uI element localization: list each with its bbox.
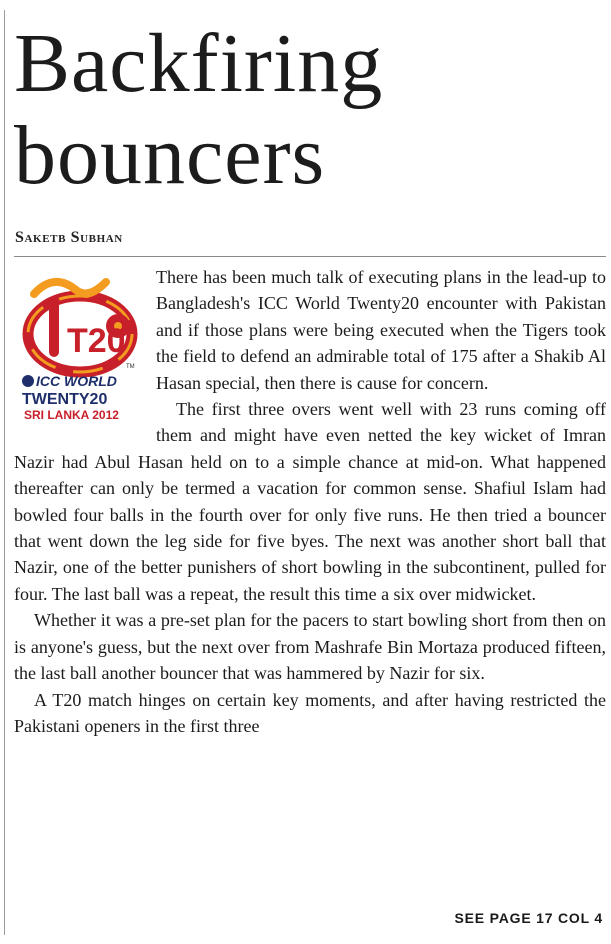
paragraph: Whether it was a pre-set plan for the pacers to start bowling short from then on is anyone's guess, but the next over from Mashrafe Bin Mortaza produced fifteen, the last ball another bouncer that was hammered by Nazir for six. — [14, 610, 606, 684]
paragraph: There has been much talk of executing plans in the lead-up to Bangladesh's ICC World Twenty20 encounter with Pakistan and if those plans were being executed when the Tigers took the field to defend an admirable total of 175 after a Shakib Al Hasan special, then there is cause for concern. — [156, 267, 606, 393]
column-rule — [4, 10, 5, 935]
headline: Backfiring bouncers — [14, 17, 384, 202]
icc-world-twenty20-logo — [14, 264, 148, 424]
article-body — [14, 264, 606, 739]
cricket-ball-icon — [22, 375, 34, 387]
logo-line-1: ICC WORLD — [36, 373, 117, 389]
logo-line-3: SRI LANKA 2012 — [24, 408, 119, 422]
logo-trademark: TM — [126, 364, 135, 370]
byline-divider — [14, 256, 606, 257]
logo-line-2: TWENTY20 — [22, 391, 108, 408]
logo-mark-text: T20 — [67, 322, 126, 360]
paragraph: A T20 match hinges on certain key moments, and after having restricted the Pakistani openers in the first three — [14, 689, 606, 736]
paragraph: The first three overs went well with 23 runs coming off them and might have even netted the key wicket of Imran Nazir had Abul Hasan held on to a simple chance at mid-on. What happened thereafter can only be termed a vacation for common sense. Shafiul Islam had bowled four balls in the fourth over for only five runs. He then tried a bouncer that went down the leg side for five byes. The next was another short ball that Nazir, one of the better punishers of short bowling in the subcontinent, pulled for four. The last ball was a repeat, the result this time a six over midwicket. — [14, 399, 606, 604]
byline: Saketb Subhan — [15, 229, 123, 246]
continued-jump-line[interactable]: SEE PAGE 17 COL 4 — [454, 910, 603, 926]
t20-mark — [28, 282, 132, 372]
